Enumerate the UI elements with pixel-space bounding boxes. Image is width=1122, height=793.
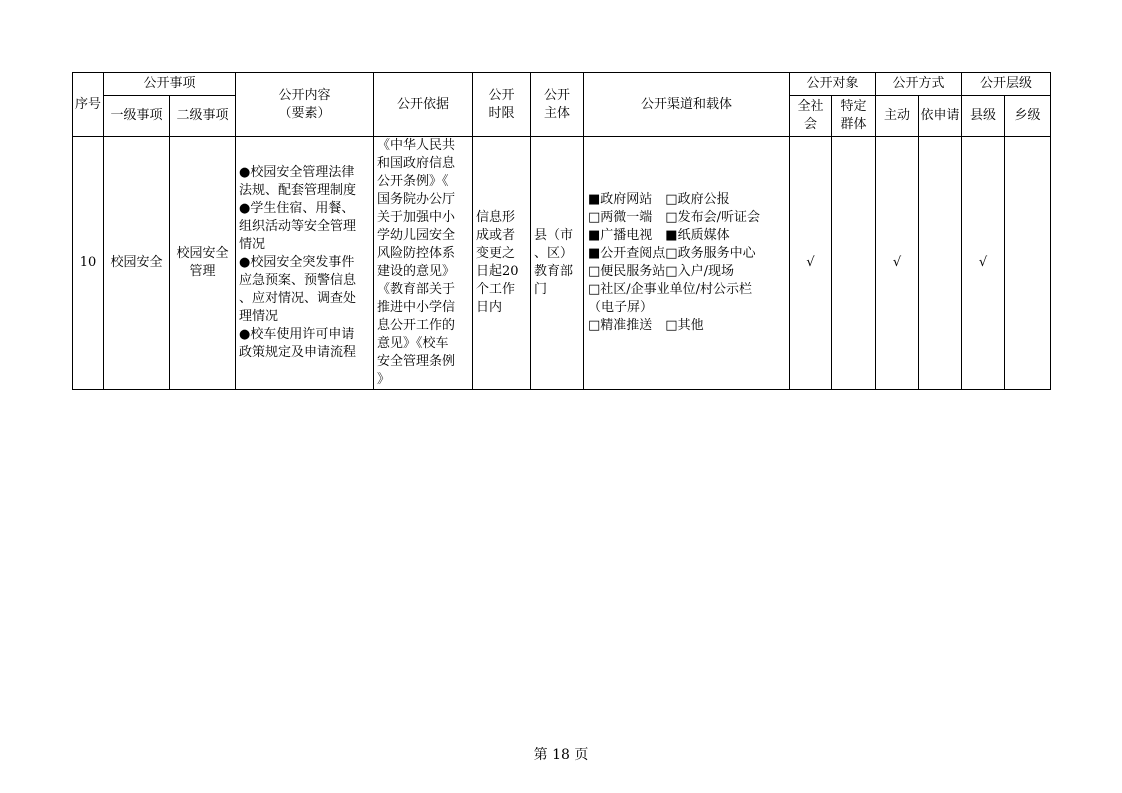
row-time-limit-line: 信息形 [476,210,516,225]
row-seq: 10 [73,137,104,390]
header-method-active: 主动 [876,96,919,137]
page-number: 第 18 页 [533,747,589,763]
row-target-specific [832,137,876,390]
header-level-town: 乡级 [1005,96,1051,137]
row-content-line: 情况 [239,237,266,252]
header-target-specific-line2: 群体 [840,117,867,132]
header-content-line1: 公开内容 [278,87,331,103]
row-content-line: 应急预案、预警信息 [239,273,357,288]
row-channel [584,137,790,390]
row-basis-line: 风险防控体系 [377,246,456,261]
header-time-limit-line1: 公开 [488,87,515,103]
row-channel-line: □精准推送 □其他 [588,318,704,333]
row-level-town [1005,137,1051,390]
header-subject-line2: 主体 [544,105,571,121]
header-content-line2: （要素） [278,105,331,121]
row-subject-line: 、区） [534,246,574,261]
header-time-limit [473,73,531,137]
header-level2: 二级事项 [170,96,236,137]
header-time-limit-line2: 时限 [488,105,515,121]
row-channel-line: □社区/企事业单位/村公示栏 [588,282,753,297]
header-level1: 一级事项 [104,96,170,137]
header-method-request: 依申请 [919,96,962,137]
header-basis: 公开依据 [374,73,473,137]
row-basis-line: 意见》《校车 [377,336,449,351]
row-channel-line: （电子屏） [588,300,654,315]
row-subject-line: 教育部 [534,264,574,279]
row-content-line: 法规、配套管理制度 [239,183,357,198]
header-target-all-line2: 会 [804,117,818,132]
row-basis-line: 公开条例》《 [377,174,449,189]
header-target-all-line1: 全社 [797,99,824,114]
row-basis-line: 建设的意见》 [377,264,456,279]
row-time-limit-line: 日内 [476,300,503,315]
row-method-request [919,137,962,390]
disclosure-table [72,72,1051,390]
row-channel-line: □两微一端 □发布会/听证会 [588,210,760,225]
header-seq: 序号 [73,73,104,137]
header-method: 公开方式 [876,73,962,96]
row-content-line: 政策规定及申请流程 [239,345,357,360]
header-channel: 公开渠道和载体 [584,73,790,137]
row-basis-line: 《中华人民共 [377,138,456,153]
row-content-line: 理情况 [239,309,279,324]
row-basis-line: 学幼儿园安全 [377,228,456,243]
row-basis-line: 《教育部关于 [377,282,456,297]
row-channel-line: □便民服务站□入户/现场 [588,264,734,279]
header-row-1 [73,73,1051,96]
header-level-county: 县级 [962,96,1005,137]
row-subject-line: 门 [534,282,548,297]
table-row [73,137,1051,390]
row-level2-line1: 校园安全 [176,246,229,261]
row-basis-line: 》 [377,372,391,387]
header-level: 公开层级 [962,73,1051,96]
row-content-line: ●校园安全突发事件 [239,255,355,270]
header-subject-line1: 公开 [544,87,571,103]
row-method-active: √ [876,137,919,390]
row-basis-line: 关于加强中小 [377,210,456,225]
row-time-limit-line: 成或者 [476,228,516,243]
row-channel-line: ■政府网站 □政府公报 [588,192,730,207]
row-basis [374,137,473,390]
header-target-all [790,96,832,137]
row-content-line: ●校车使用许可申请 [239,327,355,342]
row-level-county: √ [962,137,1005,390]
row-time-limit-line: 个工作 [476,282,516,297]
header-target: 公开对象 [790,73,876,96]
row-time-limit [473,137,531,390]
header-target-specific [832,96,876,137]
row-basis-line: 国务院办公厅 [377,192,456,207]
row-content-line: ●校园安全管理法律 [239,165,355,180]
row-basis-line: 息公开工作的 [377,318,456,333]
row-level2 [170,137,236,390]
row-target-all: √ [790,137,832,390]
header-subject [531,73,584,137]
row-basis-line: 安全管理条例 [377,354,456,369]
row-content-line: 组织活动等安全管理 [239,219,357,234]
header-target-specific-line1: 特定 [840,99,867,114]
row-content [236,137,374,390]
row-content-line: ●学生住宿、用餐、 [239,201,355,216]
header-public-item: 公开事项 [104,73,236,96]
row-basis-line: 推进中小学信 [377,300,456,315]
row-basis-line: 和国政府信息 [377,156,456,171]
row-level2-line2: 管理 [189,264,216,279]
row-content-line: 、应对情况、调查处 [239,291,357,306]
row-time-limit-line: 变更之 [476,246,516,261]
row-level1: 校园安全 [104,137,170,390]
row-time-limit-line: 日起20 [476,264,519,279]
row-channel-line: ■公开查阅点□政务服务中心 [588,246,756,261]
row-subject-line: 县（市 [534,228,574,243]
header-content [236,73,374,137]
row-channel-line: ■广播电视 ■纸质媒体 [588,228,730,243]
row-subject [531,137,584,390]
